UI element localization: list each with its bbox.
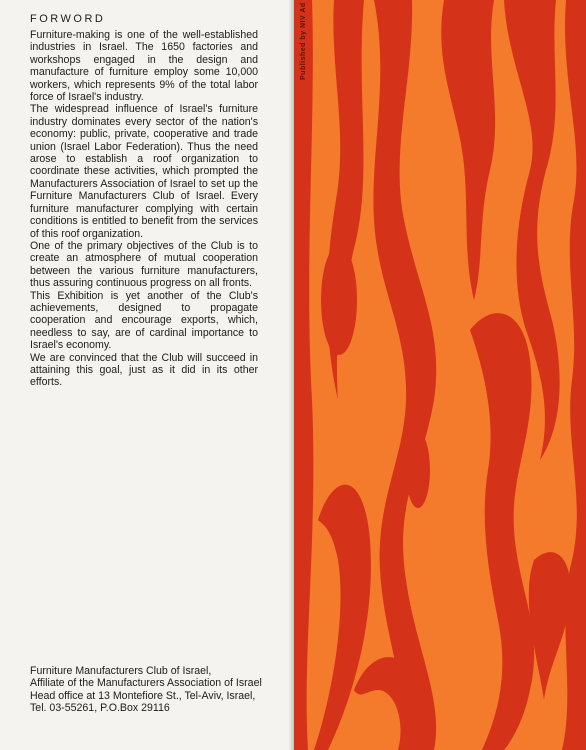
paragraph-1: Furniture-making is one of the well-established industries in Israel. The 1650 factories and workshops engaged in the design and manufacture of furniture employ some 10,000 workers, which represents 9% of the total labor force of Israel's industry. <box>30 29 258 104</box>
paragraph-2: The widespread influence of Israel's furniture industry dominates every sector of the nation's economy: public, private, cooperative and trade union (Israel Labor Federation). Thus the need arose to establish a roof organization to coordinate these activities, which prompted the Manufacturers Association of Israel to set up the Furniture Manufacturers Club of Israel. Every furniture manufacturer complying with certain conditions is entitled to benefit from the services of this roof organization. <box>30 103 258 240</box>
page-heading: FORWORD <box>30 13 106 25</box>
wood-grain-cover <box>294 0 586 750</box>
footer-line-2: Affiliate of the Manufacturers Association of Israel <box>30 677 262 690</box>
paragraph-3: One of the primary objectives of the Club is to create an atmosphere of mutual cooperation between the various furniture manufacturers, thus assuring continuous progress on all fronts. <box>30 239 258 290</box>
footer-line-1: Furniture Manufacturers Club of Israel, <box>30 665 212 677</box>
paragraph-4: This Exhibition is yet another of the Club's achievements, designed to propagate cooperation and encourage exports, which, needless to say, are of cardinal importance to Israel's economy. <box>30 289 258 352</box>
wood-grain-pattern <box>294 0 586 750</box>
publisher-credit: Published by NIV Ad <box>300 2 307 80</box>
paragraph-5: We are convinced that the Club will succeed in attaining this goal, just as it did in its other efforts. <box>30 351 258 389</box>
foreword-body <box>30 29 258 389</box>
publisher-address <box>30 665 270 715</box>
footer-line-3: Head office at 13 Montefiore St., Tel-Aviv, Israel, Tel. 03-55261, P.O.Box 29116 <box>30 689 256 715</box>
